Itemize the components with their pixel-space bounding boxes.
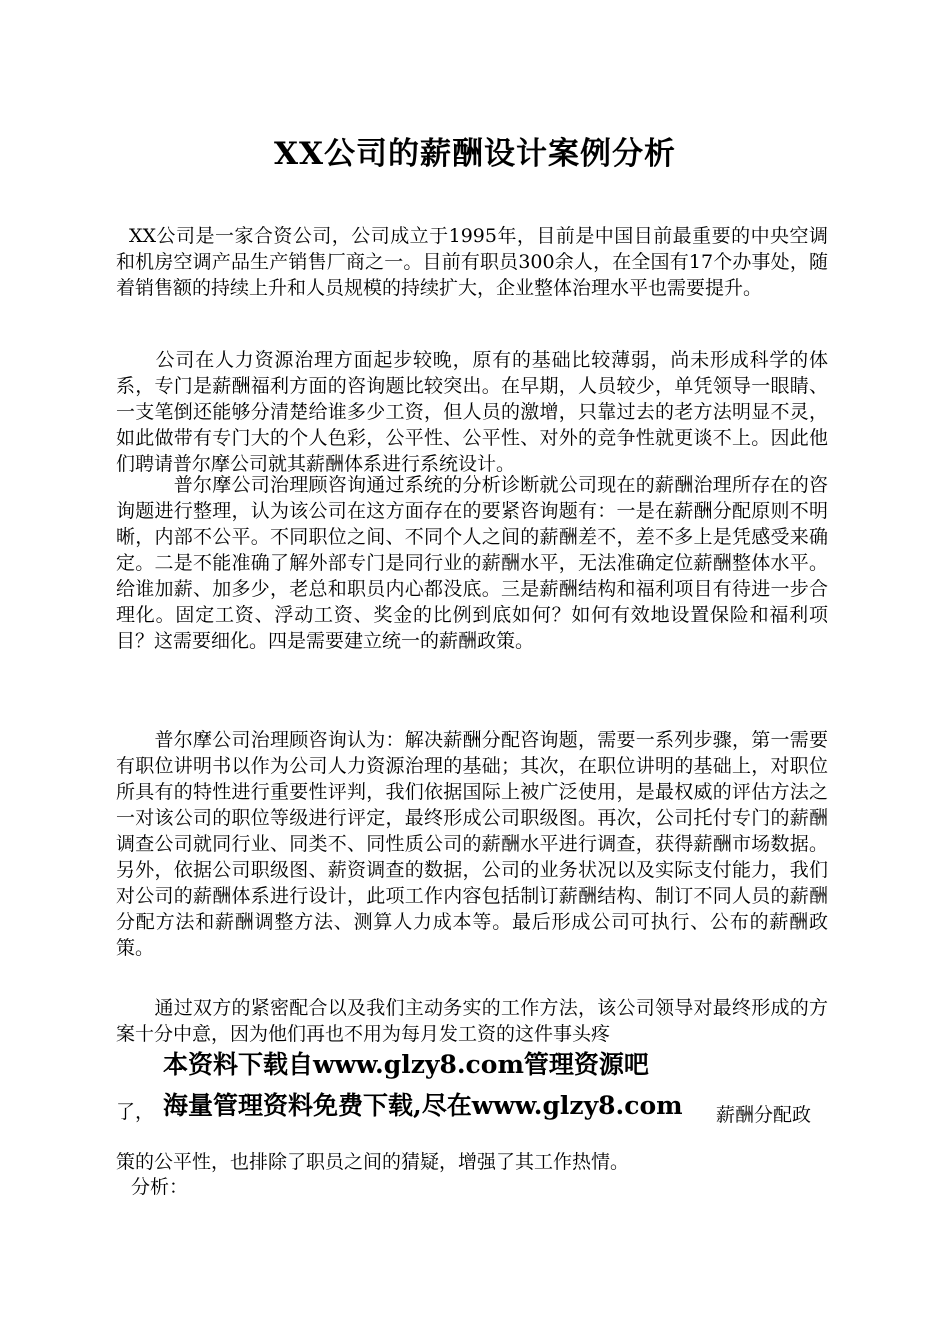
paragraph-text: 公司在人力资源治理方面起步较晚，原有的基础比较薄弱，尚未形成科学的体系，专门是薪酬福利方面的咨询题比较突出。在早期，人员较少，单凭领导一眼睛、一支笔倒还能够分清楚给谁多少工资，但人员的激增，只靠过去的老方法明显不灵，如此做带有专门大的个人色彩，公平性、公平性、对外的竞争性就更谈不上。因此他们聘请普尔摩公司就其薪酬体系进行系统设计。 xyxy=(116,349,828,475)
watermark-line-2: 海量管理资料免费下载,尽在www.glzy8.com xyxy=(163,1091,683,1120)
analysis-label: 分析： xyxy=(131,1176,189,1198)
paragraph-text: 通过双方的紧密配合以及我们主动务实的工作方法，该公司领导对最终形成的方案十分中意，因为他们再也不用为每月发工资的这件事头疼 xyxy=(116,997,828,1045)
text-fragment-left: 了， xyxy=(116,1101,155,1123)
paragraph-text: 普尔摩公司治理顾咨询通过系统的分析诊断就公司现在的薪酬治理所存在的咨询题进行整理，认为该公司在这方面存在的要紧咨询题有：一是在薪酬分配原则不明晰，内部不公平。不同职位之间、不同个人之间的薪酬差不，差不多上是凭感受来确定。二是不能准确了解外部专门是同行业的薪酬水平，无法准确定位薪酬整体水平。给谁加薪、加多少，老总和职员内心都没底。三是薪酬结构和福利项目有待进一步合理化。固定工资、浮动工资、奖金的比例到底如何？如何有效地设置保险和福利项目？这需要细化。四是需要建立统一的薪酬政策。 xyxy=(116,474,828,652)
paragraph-continuation: 策的公平性，也排除了职员之间的猜疑，增强了其工作热情。 xyxy=(116,1151,630,1173)
paragraph-text: 普尔摩公司治理顾咨询认为：解决薪酬分配咨询题，需要一系列步骤，第一需要有职位讲明书以作为公司人力资源治理的基础；其次，在职位讲明的基础上，对职位所具有的特性进行重要性评判，我们依据国际上被广泛使用，是最权威的评估方法之一对该公司的职位等级进行评定，最终形成公司职级图。再次，公司托付专门的薪酬调查公司就同行业、同类不、同性质公司的薪酬水平进行调查，获得薪酬市场数据。另外，依据公司职级图、薪资调查的数据，公司的业务状况以及实际支付能力，我们对公司的薪酬体系进行设计，此项工作内容包括制订薪酬结构、制订不同人员的薪酬分配方法和薪酬调整方法、测算人力成本等。最后形成公司可执行、公布的薪酬政策。 xyxy=(116,729,828,959)
text-fragment-right: 薪酬分配政 xyxy=(716,1104,812,1126)
paragraph-hr-problems xyxy=(116,347,828,477)
paragraph-company-intro xyxy=(116,223,828,301)
paragraph-diagnosis xyxy=(116,472,828,654)
document-title: XX公司的薪酬设计案例分析 xyxy=(273,136,677,172)
paragraph-text: XX公司是一家合资公司，公司成立于1995年，目前是中国目前最重要的中央空调和机房空调产品生产销售厂商之一。目前有职员300余人，在全国有17个办事处，随着销售额的持续上升和人员规模的持续扩大，企业整体治理水平也需要提升。 xyxy=(116,225,828,299)
watermark-line-1: 本资料下载自www.glzy8.com管理资源吧 xyxy=(163,1050,649,1079)
paragraph-solution xyxy=(116,727,828,961)
paragraph-result xyxy=(116,995,828,1047)
